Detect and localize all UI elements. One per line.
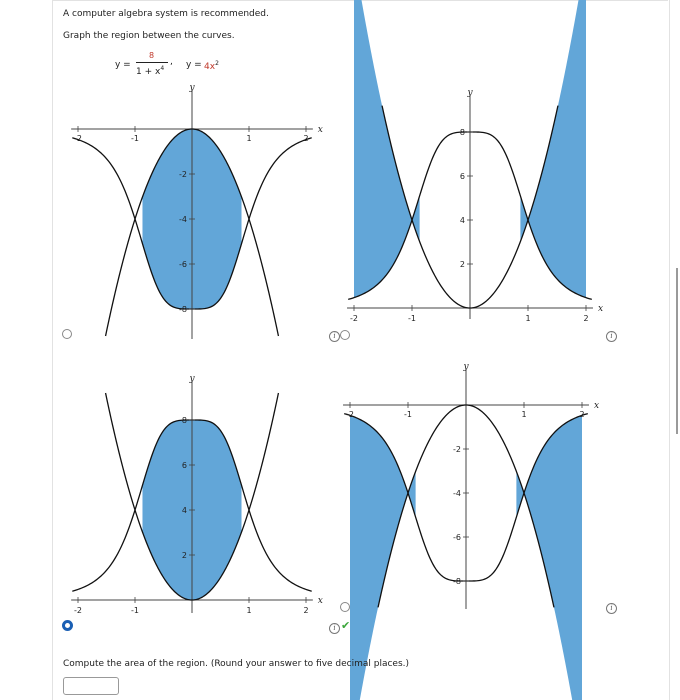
radio-option-b[interactable]: [340, 330, 350, 340]
y-tick-label: -8: [453, 577, 461, 586]
eq-lhs1: y =: [115, 60, 131, 70]
x-axis-label: x: [593, 401, 600, 411]
y-tick-label: 6: [459, 172, 465, 181]
info-icon[interactable]: i: [606, 603, 617, 614]
area-answer-input[interactable]: [63, 677, 119, 695]
y-tick-label: -4: [453, 489, 461, 498]
x-tick-label: 1: [525, 314, 531, 323]
graph-option-d: [348, 363, 608, 611]
graph-option-c: [72, 375, 330, 615]
y-tick-label: 4: [459, 216, 465, 225]
radio-option-c[interactable]: [62, 620, 73, 631]
y-tick-label: 6: [181, 461, 187, 470]
y-tick-label: 4: [181, 506, 187, 515]
scrollbar[interactable]: [676, 268, 678, 434]
x-tick-label: -1: [404, 410, 412, 419]
x-tick-label: 1: [246, 606, 252, 615]
y-axis-label: y: [467, 88, 473, 98]
y-tick-label: -2: [179, 170, 187, 179]
y-tick-label: -2: [453, 445, 461, 454]
eq-rhs2: $4x^2$: [204, 60, 219, 72]
x-tick-label: -2: [346, 410, 354, 419]
radio-option-a[interactable]: [62, 329, 72, 339]
y-tick-label: 8: [459, 128, 465, 137]
eq-lhs2: y =: [186, 60, 202, 70]
info-icon[interactable]: i: [329, 331, 340, 342]
graph-option-b: [348, 84, 608, 336]
radio-option-d[interactable]: [340, 602, 350, 612]
x-tick-label: -2: [74, 606, 82, 615]
x-tick-label: 1: [521, 410, 527, 419]
info-icon[interactable]: i: [329, 623, 340, 634]
correct-check-icon: ✔: [341, 619, 351, 632]
x-tick-label: -1: [131, 606, 139, 615]
x-tick-label: 2: [303, 606, 309, 615]
y-axis-label: y: [189, 374, 195, 384]
x-axis-label: x: [317, 125, 323, 135]
y-tick-label: -6: [179, 260, 187, 269]
info-icon[interactable]: i: [606, 331, 617, 342]
x-tick-label: -1: [408, 314, 416, 323]
x-tick-label: 2: [579, 410, 585, 419]
x-tick-label: -1: [131, 134, 139, 143]
graph-option-a: [72, 84, 330, 344]
y-tick-label: 2: [459, 260, 465, 269]
y-tick-label: -6: [453, 533, 461, 542]
y-tick-label: -8: [179, 305, 187, 314]
x-tick-label: 2: [303, 134, 309, 143]
y-tick-label: -4: [179, 215, 187, 224]
x-tick-label: -2: [350, 314, 358, 323]
x-tick-label: -2: [74, 134, 82, 143]
y-tick-label: 8: [181, 416, 187, 425]
x-axis-label: x: [317, 596, 323, 606]
x-tick-label: 2: [583, 314, 589, 323]
y-tick-label: 2: [181, 551, 187, 560]
x-tick-label: 1: [246, 134, 252, 143]
eq-separator: ,: [170, 57, 173, 67]
fraction-bar: [136, 62, 168, 63]
intro-text: A computer algebra system is recommended.: [63, 9, 269, 19]
x-axis-label: x: [597, 304, 604, 314]
eq-denominator: $1 + x^4$: [136, 65, 165, 77]
task-text: Graph the region between the curves.: [63, 31, 235, 41]
y-axis-label: y: [189, 83, 195, 93]
y-axis-label: y: [463, 362, 469, 372]
eq-numerator: 8: [149, 51, 155, 60]
compute-prompt: Compute the area of the region. (Round your answer to five decimal places.): [63, 659, 410, 669]
